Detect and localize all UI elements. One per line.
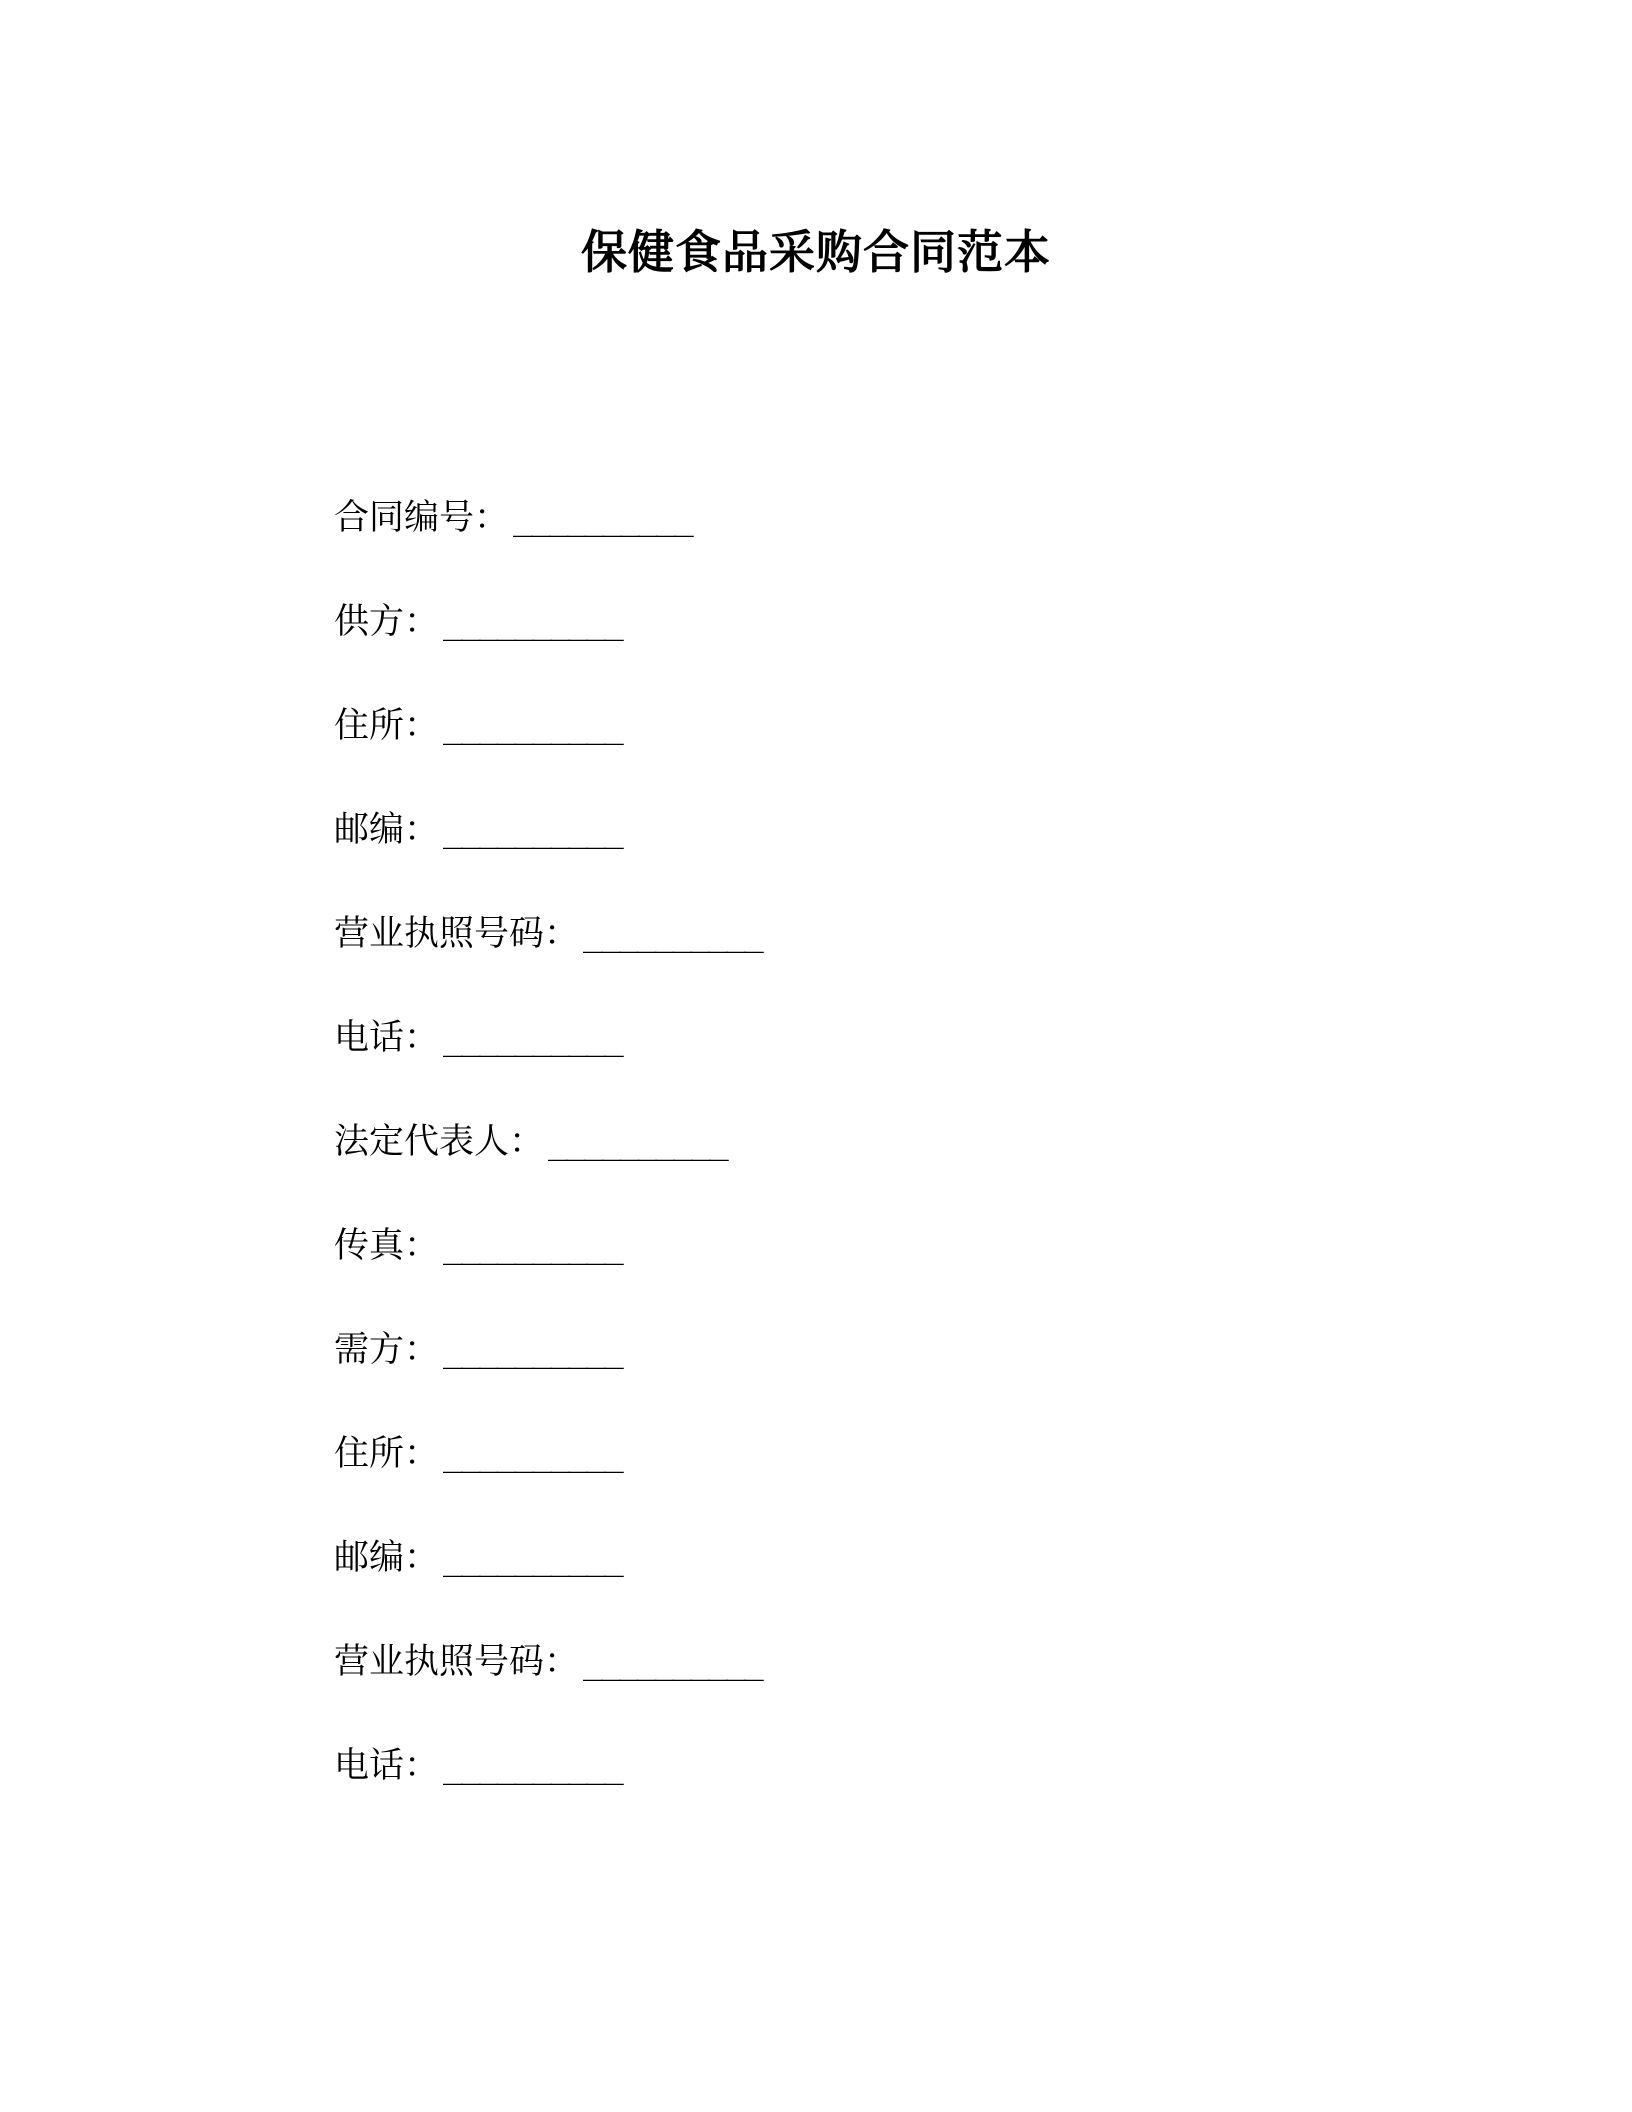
field-supplier-postcode bbox=[334, 802, 1434, 906]
field-label: 供方： bbox=[334, 602, 440, 642]
fill-in-blank: __________ bbox=[548, 1122, 727, 1161]
fill-in-blank: __________ bbox=[443, 810, 622, 849]
party-info-fields bbox=[334, 490, 1434, 1842]
fill-in-blank: __________ bbox=[443, 1538, 622, 1577]
field-buyer-phone bbox=[334, 1738, 1434, 1842]
field-supplier-address bbox=[334, 698, 1434, 802]
fill-in-blank: __________ bbox=[443, 1018, 622, 1057]
field-label: 电话： bbox=[334, 1746, 440, 1786]
field-buyer bbox=[334, 1322, 1434, 1426]
field-contract-number bbox=[334, 490, 1434, 594]
fill-in-blank: __________ bbox=[443, 602, 622, 641]
document-title: 保健食品采购合同范本 bbox=[581, 225, 1051, 279]
field-label: 需方： bbox=[334, 1330, 440, 1370]
field-label: 法定代表人： bbox=[334, 1122, 545, 1162]
field-buyer-postcode bbox=[334, 1530, 1434, 1634]
fill-in-blank: __________ bbox=[443, 1226, 622, 1265]
field-label: 营业执照号码： bbox=[334, 914, 580, 954]
fill-in-blank: __________ bbox=[443, 706, 622, 745]
field-label: 营业执照号码： bbox=[334, 1642, 580, 1682]
field-supplier-phone bbox=[334, 1010, 1434, 1114]
fill-in-blank: __________ bbox=[513, 498, 692, 537]
field-legal-representative bbox=[334, 1114, 1434, 1218]
field-buyer-address bbox=[334, 1426, 1434, 1530]
field-label: 合同编号： bbox=[334, 498, 510, 538]
field-buyer-license bbox=[334, 1634, 1434, 1738]
fill-in-blank: __________ bbox=[583, 1642, 762, 1681]
field-label: 传真： bbox=[334, 1226, 440, 1266]
field-label: 电话： bbox=[334, 1018, 440, 1058]
field-supplier-license bbox=[334, 906, 1434, 1010]
field-label: 住所： bbox=[334, 706, 440, 746]
fill-in-blank: __________ bbox=[443, 1434, 622, 1473]
field-supplier bbox=[334, 594, 1434, 698]
field-label: 邮编： bbox=[334, 1538, 440, 1578]
field-supplier-fax bbox=[334, 1218, 1434, 1322]
fill-in-blank: __________ bbox=[443, 1330, 622, 1369]
field-label: 住所： bbox=[334, 1434, 440, 1474]
field-label: 邮编： bbox=[334, 810, 440, 850]
fill-in-blank: __________ bbox=[583, 914, 762, 953]
fill-in-blank: __________ bbox=[443, 1746, 622, 1785]
